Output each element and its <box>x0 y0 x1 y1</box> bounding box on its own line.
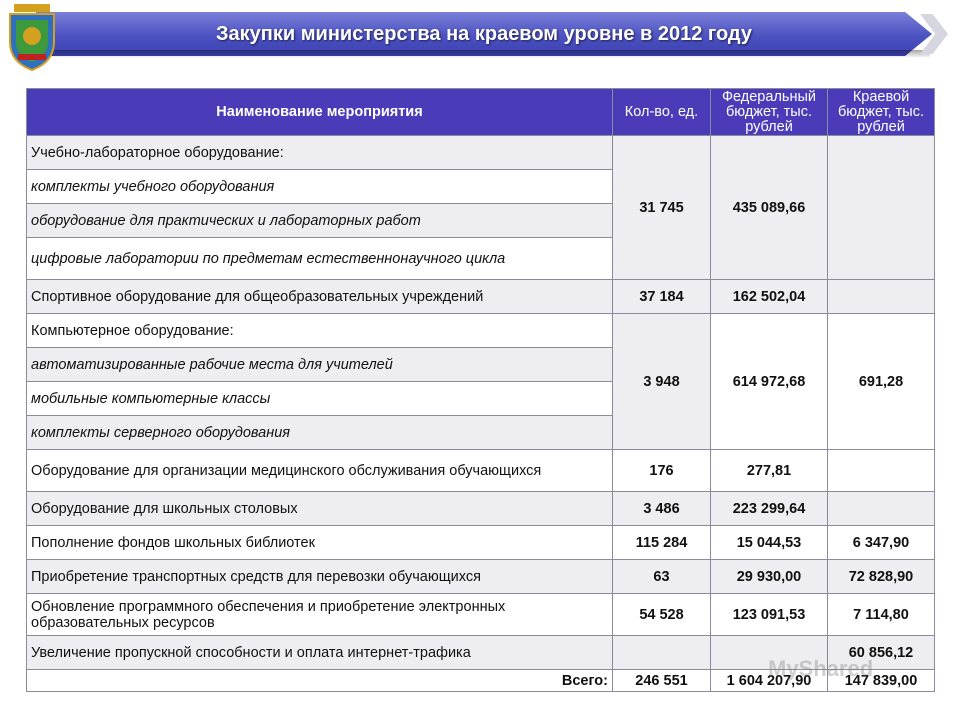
row-title: Приобретение транспортных средств для перевозки обучающихся <box>27 560 613 594</box>
table-row <box>27 594 935 636</box>
sub-item: комплекты серверного оборудования <box>27 416 613 450</box>
table-row <box>27 492 935 526</box>
table-row <box>27 136 935 170</box>
header-name: Наименование мероприятия <box>27 89 613 136</box>
total-federal: 1 604 207,90 <box>711 670 828 692</box>
cell-qty: 3 948 <box>613 314 711 450</box>
cell-regional <box>828 280 935 314</box>
cell-federal: 15 044,53 <box>711 526 828 560</box>
page-title: Закупки министерства на краевом уровне в 2012 году <box>216 23 752 45</box>
cell-regional <box>828 450 935 492</box>
cell-federal: 277,81 <box>711 450 828 492</box>
row-title: Оборудование для школьных столовых <box>27 492 613 526</box>
sub-item: автоматизированные рабочие места для учителей <box>27 348 613 382</box>
table-header-row <box>27 89 935 136</box>
table-row <box>27 560 935 594</box>
group-title-lab: Учебно-лабораторное оборудование: <box>27 136 613 170</box>
sub-item: комплекты учебного оборудования <box>27 170 613 204</box>
group-title-computer: Компьютерное оборудование: <box>27 314 613 348</box>
cell-regional <box>828 136 935 280</box>
cell-qty: 37 184 <box>613 280 711 314</box>
row-title: Спортивное оборудование для общеобразовательных учреждений <box>27 280 613 314</box>
table-row <box>27 314 935 348</box>
cell-regional: 7 114,80 <box>828 594 935 636</box>
table-row <box>27 450 935 492</box>
cell-federal: 223 299,64 <box>711 492 828 526</box>
watermark: MyShared <box>768 656 874 681</box>
cell-qty: 31 745 <box>613 136 711 280</box>
cell-qty: 3 486 <box>613 492 711 526</box>
cell-regional: 60 856,12 <box>828 636 935 670</box>
cell-qty <box>613 636 711 670</box>
row-title: Обновление программного обеспечения и приобретение электронных образовательных ресурсов <box>27 594 613 636</box>
cell-qty: 115 284 <box>613 526 711 560</box>
cell-qty: 176 <box>613 450 711 492</box>
header-qty: Кол-во, ед. <box>613 89 711 136</box>
cell-federal: 29 930,00 <box>711 560 828 594</box>
header-federal: Федеральный бюджет, тыс. рублей <box>711 89 828 136</box>
cell-federal: 162 502,04 <box>711 280 828 314</box>
cell-regional <box>828 492 935 526</box>
cell-federal <box>711 636 828 670</box>
total-regional: 147 839,00 <box>828 670 935 692</box>
sub-item: цифровые лаборатории по предметам естественнонаучного цикла <box>27 238 613 280</box>
table-row <box>27 280 935 314</box>
header-regional: Краевой бюджет, тыс. рублей <box>828 89 935 136</box>
sub-item: оборудование для практических и лабораторных работ <box>27 204 613 238</box>
cell-federal: 614 972,68 <box>711 314 828 450</box>
cell-regional: 691,28 <box>828 314 935 450</box>
total-row <box>27 670 935 692</box>
table-row <box>27 526 935 560</box>
row-title: Пополнение фондов школьных библиотек <box>27 526 613 560</box>
total-qty: 246 551 <box>613 670 711 692</box>
cell-federal: 435 089,66 <box>711 136 828 280</box>
cell-qty: 63 <box>613 560 711 594</box>
procurement-table <box>26 88 935 692</box>
cell-federal: 123 091,53 <box>711 594 828 636</box>
coat-of-arms-icon <box>4 2 60 72</box>
table-row <box>27 636 935 670</box>
row-title: Увеличение пропускной способности и оплата интернет-трафика <box>27 636 613 670</box>
cell-qty: 54 528 <box>613 594 711 636</box>
sub-item: мобильные компьютерные классы <box>27 382 613 416</box>
cell-regional: 72 828,90 <box>828 560 935 594</box>
total-label: Всего: <box>27 670 613 692</box>
cell-regional: 6 347,90 <box>828 526 935 560</box>
row-title: Оборудование для организации медицинского обслуживания обучающихся <box>27 450 613 492</box>
